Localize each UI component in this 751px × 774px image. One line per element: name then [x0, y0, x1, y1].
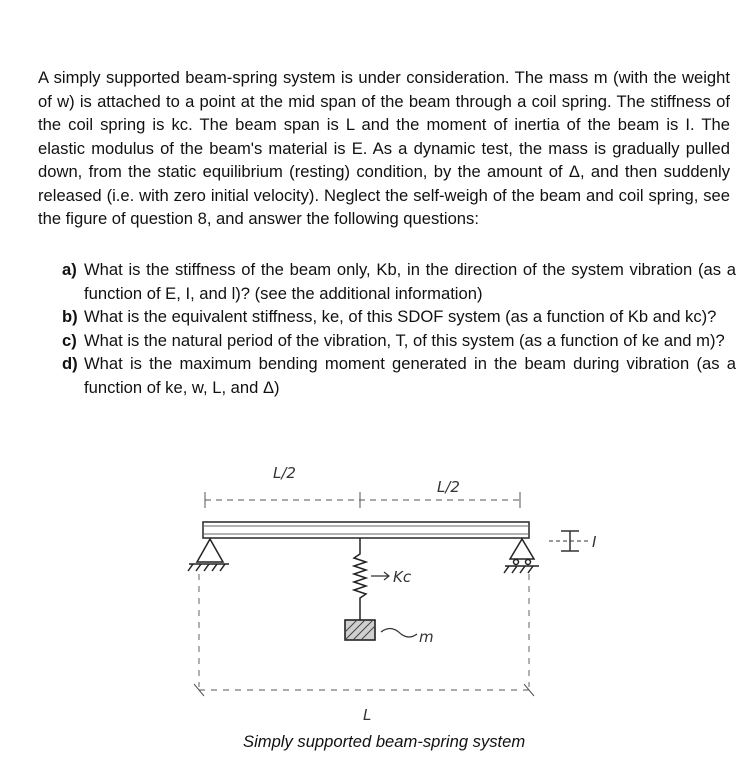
question-d [62, 352, 736, 399]
dimension-line-bottom [194, 684, 534, 696]
question-a [62, 258, 736, 305]
section-inertia-label: I [592, 533, 597, 551]
half-span-left-label: L/2 [273, 464, 296, 482]
question-c [62, 329, 736, 353]
beam [203, 522, 529, 538]
span-label: L [363, 706, 372, 724]
figure-caption: Simply supported beam-spring system [243, 732, 526, 751]
dimension-line-top [205, 492, 520, 508]
question-b-label: b) [62, 307, 78, 326]
mass-label: m [419, 628, 434, 646]
question-d-label: d) [62, 354, 78, 373]
pin-support-left [188, 539, 229, 571]
mass-pointer [381, 628, 417, 637]
beam-spring-figure [185, 462, 625, 737]
question-a-text: What is the stiffness of the beam only, Kb, in the direction of the system vibration (as a function of E, I, and l)? (see the additional information) [84, 260, 736, 303]
mass-block [345, 620, 375, 640]
question-c-label: c) [62, 330, 77, 350]
question-c-text: What is the natural period of the vibration, T, of this system (as a function of ke and m)? [84, 330, 725, 350]
i-section-icon [549, 531, 589, 551]
spring-pointer-arrow [371, 572, 389, 580]
question-b [62, 305, 736, 329]
question-list [62, 258, 736, 399]
half-span-right-label: L/2 [437, 478, 460, 496]
question-d-text: What is the maximum bending moment generated in the beam during vibration (as a function of ke, w, L, and Δ) [84, 354, 736, 397]
question-a-label: a) [62, 260, 77, 279]
problem-statement: A simply supported beam-spring system is under consideration. The mass m (with the weight of w) is attached to a point at the mid span of the beam through a coil spring. The stiffness of the coil spring is kc. The beam span is L and the moment of inertia of the beam is I. The elastic modulus of the beam's material is E. As a dynamic test, the mass is gradually pulled down, from the static equilibrium (resting) condition, by the amount of Δ, and then suddenly released (i.e. with zero initial velocity). Neglect the self-weigh of the beam and coil spring, see the figure of question 8, and answer the following questions: [38, 68, 730, 228]
roller-support-right [504, 539, 539, 573]
question-b-text: What is the equivalent stiffness, ke, of this SDOF system (as a function of Kb and kc)? [84, 307, 717, 326]
coil-spring [354, 538, 366, 620]
spring-stiffness-label: Kc [393, 568, 412, 586]
